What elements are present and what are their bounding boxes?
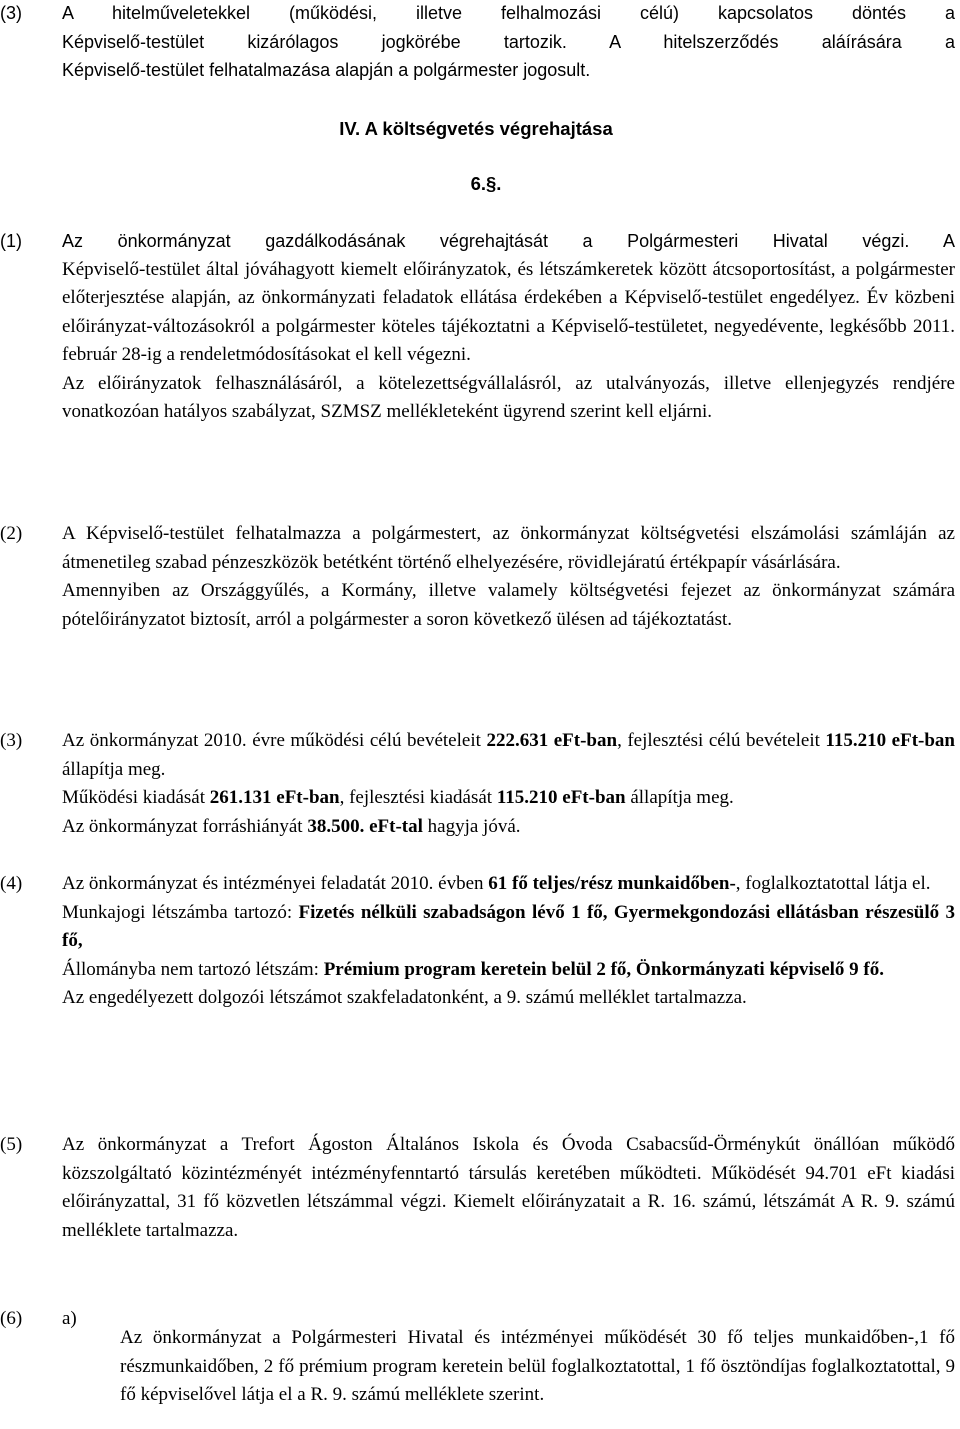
text-block: Az előirányzatok felhasználásáról, a kötelezettségvállalásról, az utalványozás, illetve ellenjegyzés rendjére vonatkozóan hatályos szabályzat, SZMSZ mellékleteként ügyrend szerint kell eljárni. xyxy=(62,372,955,422)
text-block: Képviselő-testület által jóváhagyott kiemelt előirányzatok, és létszámkeretek között átcsoportosítást, a polgármester előterjesztése alapján, az önkormányzati feladatok ellátása érdekében a Képviselő-testület engedélyez. Év közbeni előirányzat-változásokról a polgármester köteles tájékoztatni a Képviselő-testületet, negyedévente, legkésőbb 2011. február 28-ig a rendeletmódosításokat el kell végezni. xyxy=(62,258,955,365)
text-run: hagyja jóvá. xyxy=(422,815,521,837)
paragraph-number: (5) xyxy=(0,1134,23,1155)
amount: 38.500. eFt-tal xyxy=(307,815,423,837)
paragraph-1 xyxy=(0,227,960,427)
amount: 261.131 eFt-ban xyxy=(209,787,340,808)
text-block: Amennyiben az Országgyűlés, a Kormány, illetve valamely költségvetési fejezet az önkormányzat számára pótelőirányzatot biztosít, arról a polgármester a soron következő ülésen ad tájékoztatást. xyxy=(62,580,955,630)
text-run: , fejlesztési kiadását xyxy=(339,787,497,808)
sub-item-label: a) xyxy=(62,1308,77,1329)
section-number: 6.§. xyxy=(470,173,502,194)
text-run: Az önkormányzat forráshiányát xyxy=(62,815,308,837)
section-heading xyxy=(6,170,960,199)
text-block xyxy=(62,870,955,899)
text-line: A hitelműveletekkel (működési, illetve felhalmozási célú) kapcsolatos döntés a xyxy=(62,3,955,23)
paragraph-number: (3) xyxy=(0,730,23,751)
paragraph-number: (3) xyxy=(0,3,22,23)
paragraph-number: (2) xyxy=(0,523,23,544)
text-run: állapítja meg. xyxy=(62,758,166,780)
text-run: Munkajogi létszámba tartozó: xyxy=(62,901,299,923)
paragraph-text xyxy=(62,870,955,1013)
text-line: Képviselő-testület felhatalmazása alapján a polgármester jogosult. xyxy=(62,60,591,80)
emphasis: 61 fő teljes/rész munkaidőben- xyxy=(488,873,736,894)
text-block xyxy=(62,899,955,956)
text-block: Az önkormányzat a Trefort Ágoston Általános Iskola és Óvoda Csabacsűd-Örménykút önállóan működő közszolgáltató közintézményét intézményfenntartó társulás keretében működteti. Működését 94.701 eFt kiadási előirányzattal, 31 fő közvetlen létszámmal végzi. Kiemelt előirányzatait a R. 16. számú, létszámát A R. 9. számú melléklete tartalmazza. xyxy=(62,1134,955,1241)
paragraph-text xyxy=(62,520,955,634)
text-run: Állományba nem tartozó létszám: xyxy=(62,958,324,980)
paragraph-3-budget xyxy=(0,727,960,841)
paragraph-text xyxy=(62,1131,955,1245)
text-line xyxy=(62,813,955,842)
paragraph-text xyxy=(120,1324,955,1410)
chapter-title: IV. A költségvetés végrehajtása xyxy=(339,118,613,139)
text-block: A Képviselő-testület felhatalmazza a polgármestert, az önkormányzat költségvetési elszámolási számláján az átmenetileg szabad pénzeszközök betétként történő elhelyezésére, rövidlejáratú értékpapír vásárlására. xyxy=(62,523,955,573)
paragraph-text xyxy=(62,0,955,85)
paragraph-2 xyxy=(0,520,960,634)
emphasis: Fizetés nélküli szabadságon lévő 1 fő, Gyermekgondozási ellátásban részesülő 3 fő, xyxy=(62,901,955,951)
text-line: Az önkormányzat gazdálkodásának végrehajtását a Polgármesteri Hivatal végzi. A xyxy=(62,231,955,251)
paragraph-text xyxy=(62,727,955,841)
text-run: , fejlesztési célú bevételeit xyxy=(617,730,826,751)
text-line xyxy=(62,784,955,813)
paragraph-number: (4) xyxy=(0,873,23,894)
text-block xyxy=(62,956,955,985)
chapter-heading xyxy=(0,115,956,144)
paragraph-number: (6) xyxy=(0,1308,23,1329)
text-line: Képviselő-testület kizárólagos jogkörébe tartozik. A hitelszerződés aláírására a xyxy=(62,31,955,52)
emphasis: Prémium program keretein belül 2 fő, Önkormányzati képviselő 9 fő. xyxy=(323,958,884,980)
paragraph-5 xyxy=(0,1131,960,1245)
text-run: Az önkormányzat és intézményei feladatát 2010. évben xyxy=(62,873,489,894)
paragraph-3-credit xyxy=(0,0,960,85)
text-block: Az engedélyezett dolgozói létszámot szakfeladatonként, a 9. számú melléklet tartalmazza. xyxy=(62,987,747,1008)
amount: 115.210 eFt-ban xyxy=(496,787,626,808)
paragraph-text xyxy=(62,227,955,427)
text-run: Működési kiadását xyxy=(62,787,210,808)
text-run: állapítja meg. xyxy=(625,787,734,808)
amount: 222.631 eFt-ban xyxy=(486,730,618,751)
text-block xyxy=(62,727,955,784)
paragraph-6 xyxy=(0,1305,960,1429)
paragraph-4 xyxy=(0,870,960,1013)
paragraph-number: (1) xyxy=(0,231,22,251)
text-run: , foglalkoztatottal látja el. xyxy=(735,873,931,894)
text-run: Az önkormányzat 2010. évre működési célú bevételeit xyxy=(62,730,487,751)
amount: 115.210 eFt-ban xyxy=(825,730,955,751)
text-block: Az önkormányzat a Polgármesteri Hivatal és intézményei működését 30 fő teljes munkaidőben-,1 fő részmunkaidőben, 2 fő prémium program keretein belül foglalkoztatottal, 1 fő ösztöndíjas foglalkoztatottal, 9 fő képviselővel látja el a R. 9. számú melléklete szerint. xyxy=(120,1327,955,1405)
